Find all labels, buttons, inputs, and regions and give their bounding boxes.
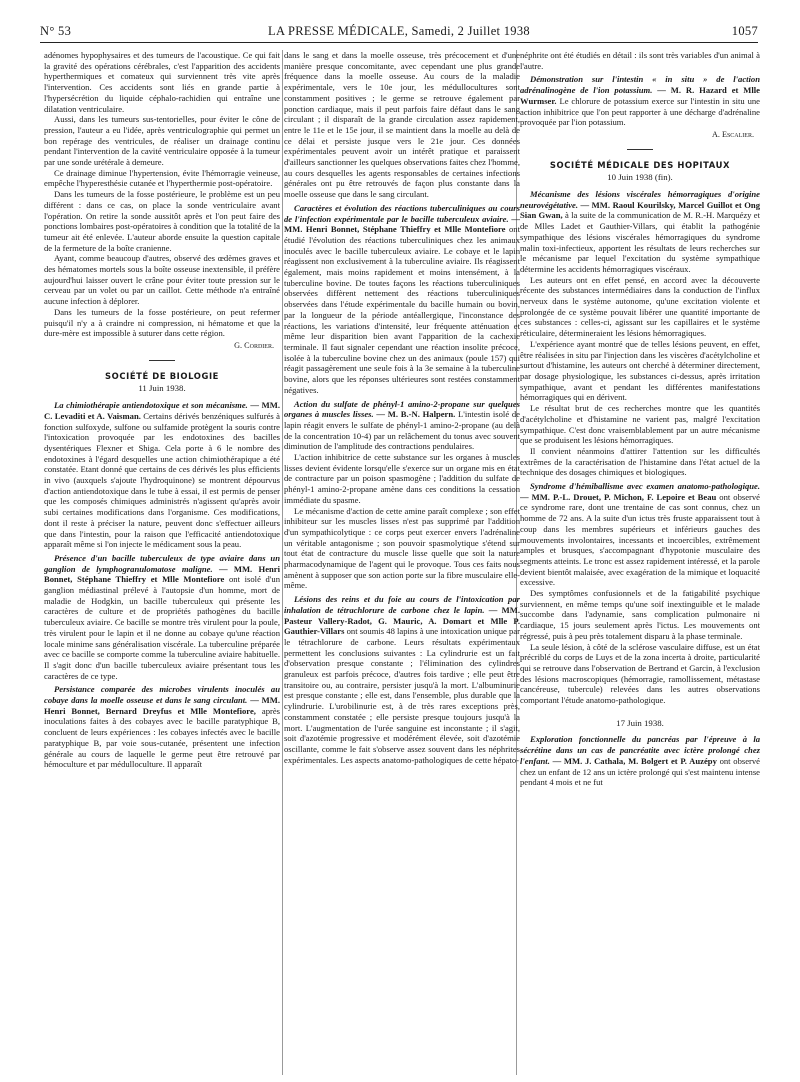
paragraph: Les auteurs ont en effet pensé, en accord avec la découverte récente des substances intermédiaires dans la conduction de l'influx nerveux dans le système autonome, qu'une excitation violente et prolongée de ce système pouvait libérer une quantité importante de ces substances : celles-ci, agissant sur les capillaires et le système réticulaire, détermineraient les lésions hémorragiques. xyxy=(520,274,760,339)
abstract-authors: — MM. Henri Bonnet, Stéphane Thieffry et Mlle Montefiore xyxy=(284,213,520,235)
abstract-text: après inoculations faites à des cobayes avec le bacille paratyphique B, concluent de leurs expériences : les cobayes infectés avec le bacille paratyphique B, par voie sous-cutanée, présentent une infection générale au cours de laquelle le germe peut être retrouvé par hémoculture et par médulloculture. Il apparaît xyxy=(44,705,280,770)
abstract xyxy=(44,553,280,681)
running-title: LA PRESSE MÉDICALE, Samedi, 2 Juillet 1938 xyxy=(268,24,530,38)
abstract-text: ont soumis 48 lapins à une intoxication unique par le tétrachlorure de carbone. Leurs résultats expérimentaux permettent les conclusions suivantes : La cylindrurie est un fait d'observation presque constante ; l'élimination des cylindres granuleux est parfois précoce, d'autres fois tardive ; elle peut être transitoire ou, au contraire, persister jusqu'à la mort. L'albuminurie est presque constante ; elle est, dans l'ensemble, plus durable que la cylindrurie. L'urobilinurie est, à de très rares exceptions près, constamment constatée ; elle persiste presque toujours jusqu'à la mort. L'augmentation de l'urée sanguine est inconstante ; il s'agit, soit d'azotémie progressive et modérément élevée, soit d'azotémie oscillante, comme le fait s'observe assez souvent dans les néphrites expérimentales. Les aspects anatomo-pathologiques de cette hépato- xyxy=(284,626,520,765)
paragraph: Ayant, comme beaucoup d'autres, observé des œdèmes graves et des hématomes mortels sous la boîte osseuse inextensible, il préfère aujourd'hui laisser ouvert le crâne pour éviter toute pression sur le cerveau par un volet ou par un caillot. Cette méthode n'a entraîné aucune infection à déplorer. xyxy=(44,253,280,307)
abstract-text: ont observé ce syndrome rare, dont une trentaine de cas sont connus, chez un homme de 72 ans. A la suite d'un ictus très fruste apparaissent tout à coup dans les membres supérieurs et inférieurs gauches des mouvements involontaires, incessants et incoercibles, extrêmement amples et brusques, s'accompagnant d'hypotonie musculaire des segments atteints. Le tronc est assez rapidement intéressé, et la parole devient bientôt malaisée, avec exagération de la mimique et loquacité excessive. xyxy=(520,491,760,588)
paragraph: Ce drainage diminue l'hypertension, évite l'hémorragie veineuse, empêche l'hyperesthésie cutanée et l'hyperthermie post-opératoire. xyxy=(44,167,280,189)
paragraph: néphrite ont été étudiés en détail : ils sont très variables d'un animal à l'autre. xyxy=(520,50,760,71)
abstract-authors: — MM. J. Cathala, M. Bolgert et P. Auzépy xyxy=(552,755,717,766)
abstract-authors: — MM. P.-L. Drouet, P. Michon, F. Lepoire et Beau xyxy=(520,491,717,502)
section-heading: SOCIÉTÉ DE BIOLOGIE xyxy=(105,370,219,381)
issue-number: N° 53 xyxy=(40,24,72,38)
paragraph: Le mécanisme d'action de cette amine paraît complexe ; son effet inhibiteur sur les muscles lisses n'est pas supprimé par l'addition d'un sympathicolytique : ce corps peut exercer envers l'adrénaline un véritable antagonisme ; son pouvoir spasmolytique s'étend sur tout état de contracture du muscle lisse quelle que soit la nature pharmacodynamique de l'agent qui le provoque. Tous ces faits nous amènent à supposer que son action porte sur la fibre musculaire elle-même. xyxy=(284,505,520,591)
session-date: 10 Juin 1938 (fin). xyxy=(607,172,673,183)
paragraph: L'action inhibitrice de cette substance sur les organes à muscles lisses devient évidente lorsqu'elle s'exerce sur un organe mis en état de contracture par un poison spasmogène ; l'addition du sulfate de phényl-1 amino-2-propane amène dans ces conditions la cessation immédiate du spasme. xyxy=(284,452,520,505)
abstract-authors: — MM. Henri Bonnet, Stéphane Thieffry et Mlle Montefiore xyxy=(44,563,280,585)
paragraph: Le résultat brut de ces recherches montre que les quantités d'acétylcholine et d'histamine ne varient pas, malgré l'excitation sympathique. C'est donc vraisemblablement par un autre mécanisme que se produisent les lésions hémorragiques. xyxy=(520,403,760,446)
paragraph: L'expérience ayant montré que de telles lésions peuvent, en effet, être réalisées in situ par l'injection dans les viscères d'acétylcholine et surtout d'histamine, les auteurs ont cherché à déterminer directement, par dosage physiologique, les substances ci-dessus, après irritation sympathique, avant et pendant les différentes manifestations hémorragiques qui en dérivent. xyxy=(520,338,760,403)
separator xyxy=(149,360,175,361)
author-signature: G. Cordier. xyxy=(234,340,274,350)
paragraph: La seule lésion, à côté de la sclérose vasculaire diffuse, est un état précriblé du corps de Luys et de la zona incerta à droite, particularité qui se retrouve dans l'observation de Bertrand et Garcin, à l'exclusion des lésions macroscopiques (hémorragie, ramollissement, métastase cancéreuse, tubercule) relevées dans les autres observations comportant l'étude anatomo-pathologique. xyxy=(520,641,760,706)
page-number: 1057 xyxy=(731,24,758,38)
abstract xyxy=(284,399,520,453)
abstract-text: à la suite de la communication de M. R.-H. Marquézy et de Mlles Ladet et Gauthier-Villars, qui établit la pathogénie sympathique des lésions viscérales hémorragiques du syndrome malin toxi-infectieux, apportent les résultats de leurs recherches sur le mécanisme par lequel l'excitation du système sympathique détermine les accidents hémorragiques viscéraux. xyxy=(520,210,760,274)
abstract-title: Mécanisme des lésions viscérales hémorragiques d'origine neurovégétative. xyxy=(520,189,760,210)
abstract xyxy=(520,481,760,588)
session-date: 17 Juin 1938. xyxy=(616,717,664,728)
abstract xyxy=(44,400,280,550)
session-date: 11 Juin 1938. xyxy=(138,383,186,394)
column-rule xyxy=(282,50,283,1075)
abstract-authors: — MM. Raoul Kourilsky, Marcel Guillot et Ong Sian Gwan, xyxy=(520,199,760,221)
abstract xyxy=(44,684,280,770)
abstract-title: Exploration fonctionnelle du pancréas par l'épreuve à la sécrétine dans un cas de pancréatite avec ictère prolongé chez l'enfant. xyxy=(520,734,760,766)
paragraph: Aussi, dans les tumeurs sus-tentorielles, pour éviter le cône de pression, l'auteur a eu l'idée, après ventriculographie qui permet un bon repérage des ventricules, de réaliser un drainage continu pendant l'intervention de la cavité ventriculaire opposée à la tumeur par une sonde urétérale à demeure. xyxy=(44,114,280,168)
abstract-title: Syndrome d'hémiballisme avec examen anatomo-pathologique. xyxy=(530,481,760,492)
abstract-authors: — MM. Henri Bonnet, Bernard Dreyfus et Mlle Montefiore, xyxy=(44,695,280,716)
section-heading: SOCIÉTÉ MÉDICALE DES HOPITAUX xyxy=(549,159,731,170)
abstract-text: ont étudié l'évolution des réactions tuberculiniques chez les animaux inoculés avec le bacille tuberculeux aviaire. Le cobaye et le lapin réagissent non exclusivement à la tuberculine aviaire. Ils réagissent également, mais moins rapidement et moins intensément, à la tuberculine bovine. De toutes façons les réactions tuberculiniques observées diffèrent nettement des réactions tuberculiniques observées dans l'étude expérimentale du bacille humain ou bovin, par la longueur de la période antéallergique, l'inconstance des réactions, les variations d'intensité, leur fréquente atténuation et même leur disparition bien avant l'apparition de la cachexie terminale. Il faut signaler cependant une réaction insolite précoce, isolée à la tuberculine bovine chez un des animaux (poule 157) qui réagit passagèrement une seule fois à la 3e semaine à la tuberculine bovine, alors que les réponses ultérieures sont restées constamment négatives. xyxy=(284,224,520,395)
abstract-authors: — MM. C. Levaditi et A. Vaisman. xyxy=(44,400,280,421)
paragraph: Des symptômes confusionnels et de la fatigabilité psychique surviennent, en même temps qu'une soif inextinguible et le malade succombe dans l'adynamie, sans complication pulmonaire ni cardiaque, 15 jours seulement après l'ictus. Les mouvements ont régressé, puis à peu près totalement disparu à la phase terminale. xyxy=(520,588,760,641)
running-header xyxy=(40,22,758,43)
column-left xyxy=(44,50,280,1075)
column-right xyxy=(520,50,760,1075)
abstract-text: Certains dérivés benzéniques sulfurés à fonction sulfoxyde, sulfone ou sulfamide protègent la souris contre l'intoxication provoquée par les endotoxines des bacilles dysentériques Flexner et Shiga. Cela porte à 6 le nombre des endotoxines à l'égard desquelles une action chimiothérapique a été constatée. Etant donné que certains de ces dérivés les plus efficients in vivo (auxquels s'ajoute l'hydroquinone) se montrent dépourvus d'action antiendotoxique dans le tube à essai, il est permis de penser que les composés chimiques administrés n'agissent qu'après avoir subi certaines modifications dans l'organisme. Ces modifications, dont il reste à préciser la nature, peuvent donc s'effectuer ailleurs que dans l'intestin, pour la raison que l'efficacité antiendotoxique apparaît même si l'on injecte le médicament sous la peau. xyxy=(44,410,280,550)
paragraph: Il convient néanmoins d'attirer l'attention sur les difficultés extrêmes de la caractérisation de l'histamine dans l'état actuel de la technique des dosages chimiques et biologiques. xyxy=(520,445,760,478)
paragraph: Dans les tumeurs de la fosse postérieure, on peut refermer puisqu'il n'y a à craindre ni compression, ni hématome et que la dure-mère est impossible à suturer dans cette région. xyxy=(44,306,280,339)
abstract-title: Présence d'un bacille tuberculeux de type aviaire dans un ganglion de lymphogranulomatose maligne. xyxy=(44,552,280,574)
abstract-text: ont observé chez un enfant de 12 ans un ictère prolongé qui s'est maintenu intense pendant 4 mois et ne fut xyxy=(520,755,760,788)
abstract-title: Persistance comparée des microbes virulents inoculés au cobaye dans la moelle osseuse et dans le sang circulant. xyxy=(44,684,280,706)
abstract-text: L'intestin isolé de lapin réagit envers le sulfate de phényl-1 amino-2-propane (au delà de la concentration 10-4) par un relâchement du tonus avec souvent diminution de l'amplitude des contractions pendulaires. xyxy=(284,409,520,452)
author-signature: A. Escalier. xyxy=(711,129,754,139)
abstract-authors: — M. B.-N. Halpern. xyxy=(376,409,456,420)
abstract xyxy=(520,734,760,788)
paragraph: dans le sang et dans la moelle osseuse, très précocement et d'une manière presque concomitante, avec cependant une plus grande fréquence dans la moelle osseuse. Au cours de la maladie expérimentale, vers le 10e jour, les médullocultures sont constamment positives ; le germe se retrouve également par ponction cardiaque, mais il peut parfois faire défaut dans le sang circulant ; il disparaît de la grande circulation assez rapidement, entre le 11e et le 15e jour, il se maintient dans la moelle au delà de ce délai et persiste jusque vers le 21e jour. Ces données expérimentales peuvent avoir un intérêt pratique et paraissent d'ailleurs sanctionner les quelques observations faites chez l'homme, au cours desquelles les agents responsables de certaines infections générales ont pu être retrouvés de façon plus constante dans la moelle osseuse que dans le sang circulant. xyxy=(284,50,520,200)
abstract-title: La chimiothérapie antiendotoxique et son mécanisme. xyxy=(54,400,248,411)
column-middle xyxy=(284,50,520,1075)
abstract xyxy=(520,74,760,128)
abstract-title: Action du sulfate de phényl-1 amino-2-propane sur quelques organes à muscles lisses. xyxy=(284,398,520,420)
paragraph: Dans les tumeurs de la fosse postérieure, le problème est un peu différent : dans ce cas, on place la sonde ventriculaire avant l'opération. On retire la sonde aussitôt après et l'on peut faire des ponctions lombaires post-opératoires à condition que la totalité de la tumeur ait été enlevée. L'auteur aborde ensuite la question capitale de la fermeture de la boîte cranienne. xyxy=(44,189,280,253)
separator xyxy=(627,149,653,150)
abstract xyxy=(284,203,520,396)
abstract-title: Lésions des reins et du foie au cours de l'intoxication par inhalation de tétrachlorure de carbone chez le lapin. xyxy=(284,594,520,615)
abstract xyxy=(284,594,520,765)
abstract-text: Le chlorure de potassium exerce sur l'intestin in situ une action inhibitrice que l'on peut rapporter à une décharge d'adrénaline provoquée par l'ion potassium. xyxy=(520,95,760,128)
paragraph: adénomes hypophysaires et des tumeurs de l'acoustique. Ce qui fait la gravité des opérations cérébrales, c'est l'apparition des accidents hyperthermiques et comateux qui surviennent très vite après l'intervention. Ces accidents sont liés en grande partie à l'hypersécrétion du liquide céphalo-rachidien qui entraîne une dilatation ventriculaire. xyxy=(44,50,280,114)
abstract-title: Caractères et évolution des réactions tuberculiniques au cours de l'infection expérimentale par le bacille tuberculeux aviaire. xyxy=(284,202,520,224)
abstract-authors: — MM. Pasteur Vallery-Radot, G. Mauric, A. Domart et Mlle P. Gauthier-Villars xyxy=(284,604,520,637)
abstract-text: ont isolé d'un ganglion médiastinal prélevé à l'autopsie d'un homme, mort de maladie de Hodgkin, un bacille tuberculeux qui présente les caractères de culture et de propriétés pathogènes du bacille tuberculeux aviaire. Ce bacille se montre très virulent pour la poule, très virulent pour le lapin et il ne donne au cobaye qu'une réaction locale minime sans généralisation viscérale. La tuberculine préparée avec ce bacille se comporte comme la tuberculine aviaire habituelle. Il s'agit donc d'un bacille tuberculeux aviaire présentant tous les caractères de ce type. xyxy=(44,574,280,681)
abstract-authors: — M. R. Hazard et Mlle Wurmser. xyxy=(520,85,760,106)
abstract xyxy=(520,189,760,275)
abstract-title: Démonstration sur l'intestin « in situ » de l'action adrénalinogène de l'ion potassium. xyxy=(520,74,760,96)
